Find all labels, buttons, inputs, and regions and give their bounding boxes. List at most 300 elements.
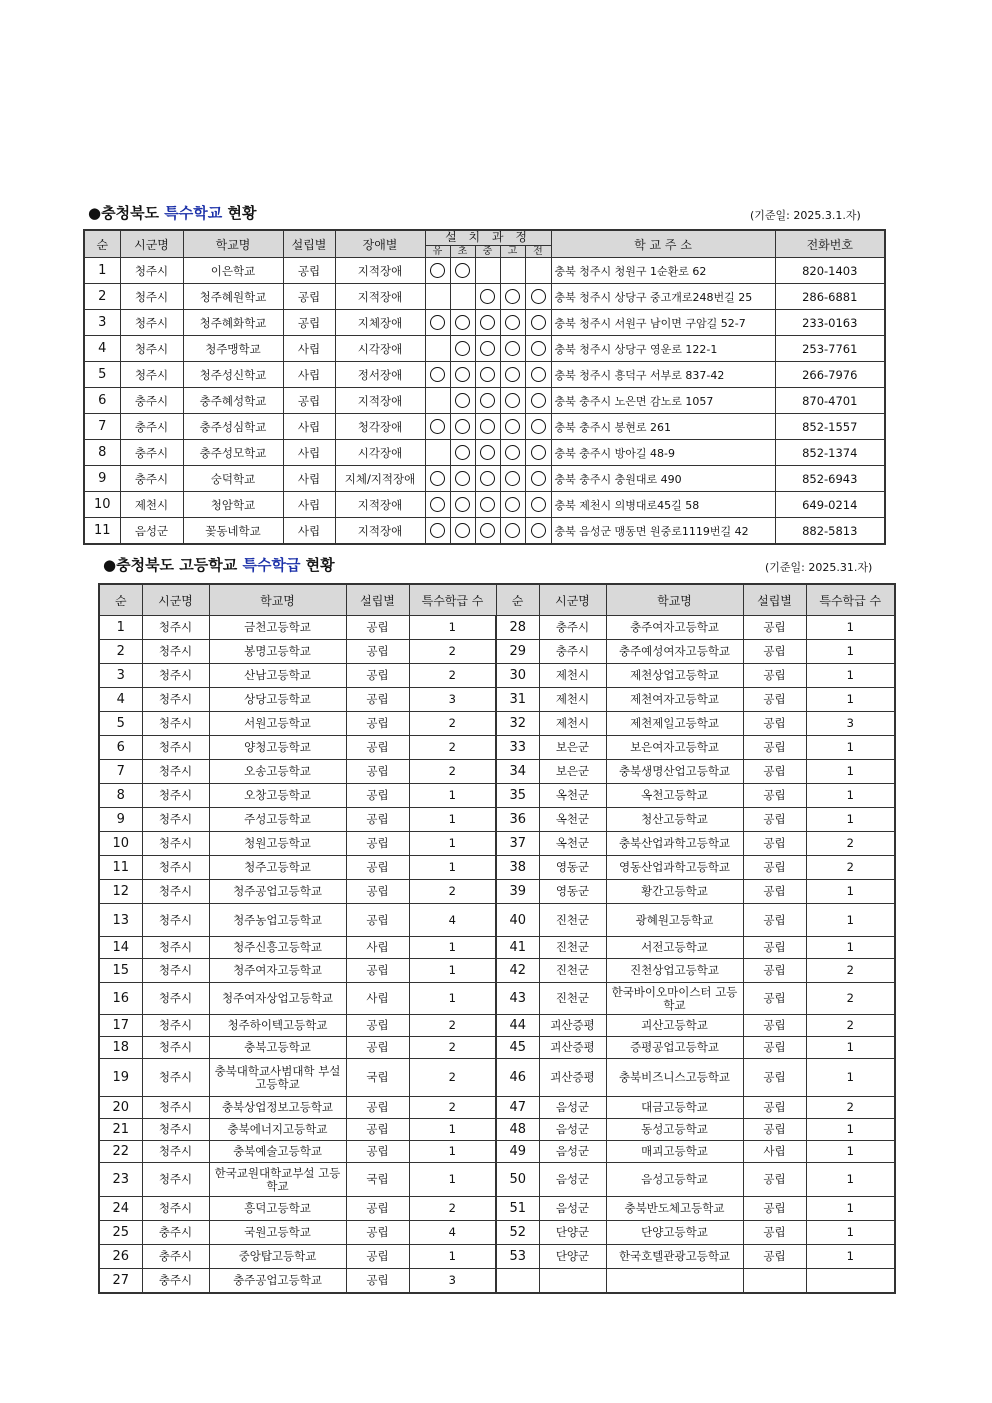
row-count: 1: [409, 616, 496, 640]
circle-mark-icon: [531, 471, 546, 486]
row-type: 사립: [283, 414, 335, 440]
row-city: 충주시: [120, 388, 183, 414]
row-no: 20: [99, 1097, 142, 1119]
row-level-3: [500, 492, 525, 518]
col-school: 학교명: [183, 230, 283, 258]
circle-mark-icon: [430, 497, 445, 512]
row-city: 청주시: [142, 1197, 209, 1221]
row-level-3: [500, 518, 525, 545]
row-count: 2: [409, 664, 496, 688]
table-row: [84, 310, 885, 336]
circle-mark-icon: [455, 341, 470, 356]
row-type-right: 공립: [743, 664, 806, 688]
row-school-right: 음성고등학교: [606, 1163, 743, 1197]
row-address: 충북 제천시 의병대로45길 58: [551, 492, 775, 518]
row-school: 꽃동네학교: [183, 518, 283, 545]
circle-mark-icon: [455, 471, 470, 486]
row-level-1: [450, 440, 475, 466]
row-count: 1: [409, 856, 496, 880]
row-level-3: [500, 362, 525, 388]
row-school-right: 충북반도체고등학교: [606, 1197, 743, 1221]
row-no: 19: [99, 1059, 142, 1097]
table-row: [84, 336, 885, 362]
row-school-right: 괴산고등학교: [606, 1015, 743, 1037]
circle-mark-icon: [455, 315, 470, 330]
circle-mark-icon: [505, 315, 520, 330]
row-city: 청주시: [142, 616, 209, 640]
row-type-right: 공립: [743, 760, 806, 784]
row-type: 공립: [346, 1221, 409, 1245]
special-schools-table: [83, 229, 886, 545]
row-city: 청주시: [142, 1037, 209, 1059]
row-no-right: 52: [496, 1221, 539, 1245]
row-city-right: 진천군: [539, 983, 606, 1015]
row-level-1: [450, 492, 475, 518]
row-level-0: [425, 284, 450, 310]
row-type: 공립: [346, 1097, 409, 1119]
row-level-0: [425, 518, 450, 545]
row-count-right: 1: [806, 664, 895, 688]
row-city: 청주시: [142, 959, 209, 983]
table-row: [84, 362, 885, 388]
row-no: 11: [99, 856, 142, 880]
row-school-right: 보은여자고등학교: [606, 736, 743, 760]
row-school-right: 충북비즈니스고등학교: [606, 1059, 743, 1097]
col-count: 특수학급 수: [409, 584, 496, 616]
row-city: 청주시: [120, 258, 183, 284]
special-classes-title: [103, 554, 335, 575]
row-no-right: 30: [496, 664, 539, 688]
row-no-right: 51: [496, 1197, 539, 1221]
row-school: 오창고등학교: [209, 784, 346, 808]
row-school-right: 충주여자고등학교: [606, 616, 743, 640]
row-no: 4: [99, 688, 142, 712]
row-school: 청원고등학교: [209, 832, 346, 856]
row-no-right: 40: [496, 904, 539, 937]
row-type-right: 공립: [743, 937, 806, 959]
table-row: [99, 937, 895, 959]
row-type: 공립: [283, 310, 335, 336]
row-school: 충주공업고등학교: [209, 1269, 346, 1293]
row-level-1: [450, 336, 475, 362]
row-city-right: 보은군: [539, 736, 606, 760]
col-type-right: 설립별: [743, 584, 806, 616]
table-row: [99, 1015, 895, 1037]
row-city-right: 음성군: [539, 1197, 606, 1221]
row-type: 국립: [346, 1059, 409, 1097]
row-level-1: [450, 388, 475, 414]
row-type: 사립: [283, 362, 335, 388]
row-type-right: 공립: [743, 616, 806, 640]
row-school: 청주여자고등학교: [209, 959, 346, 983]
row-phone: 253-7761: [775, 336, 885, 362]
row-city-right: [539, 1269, 606, 1293]
row-count: 2: [409, 736, 496, 760]
row-no: 3: [84, 310, 120, 336]
row-count-right: 2: [806, 1015, 895, 1037]
row-count: 2: [409, 880, 496, 904]
row-count: 1: [409, 959, 496, 983]
row-school: 산남고등학교: [209, 664, 346, 688]
row-city-right: 보은군: [539, 760, 606, 784]
row-city: 청주시: [142, 1097, 209, 1119]
row-address: 충북 충주시 봉현로 261: [551, 414, 775, 440]
row-no: 15: [99, 959, 142, 983]
table-row: [84, 492, 885, 518]
row-school: 청주공업고등학교: [209, 880, 346, 904]
col-phone: 전화번호: [775, 230, 885, 258]
circle-mark-icon: [430, 523, 445, 538]
row-count: 1: [409, 1163, 496, 1197]
row-address: 충북 청주시 흥덕구 서부로 837-42: [551, 362, 775, 388]
row-level-0: [425, 414, 450, 440]
row-type: 공립: [346, 736, 409, 760]
table-row: [99, 1221, 895, 1245]
circle-mark-icon: [430, 315, 445, 330]
row-no: 11: [84, 518, 120, 545]
row-disability: 지적장애: [335, 258, 425, 284]
row-city: 청주시: [142, 983, 209, 1015]
row-count-right: 2: [806, 856, 895, 880]
row-count-right: 1: [806, 1037, 895, 1059]
table-row: [84, 388, 885, 414]
row-count-right: 1: [806, 1059, 895, 1097]
row-level-4: [525, 414, 551, 440]
row-level-0: [425, 310, 450, 336]
row-school: 금천고등학교: [209, 616, 346, 640]
row-no: 14: [99, 937, 142, 959]
row-city: 청주시: [120, 362, 183, 388]
row-no-right: 47: [496, 1097, 539, 1119]
circle-mark-icon: [480, 393, 495, 408]
row-level-1: [450, 258, 475, 284]
row-school: 한국교원대학교부설 고등학교: [209, 1163, 346, 1197]
row-count: 4: [409, 1221, 496, 1245]
row-city: 청주시: [142, 688, 209, 712]
row-type-right: 공립: [743, 1245, 806, 1269]
table-row: [99, 1163, 895, 1197]
col-level-major: 전: [525, 245, 551, 257]
row-city-right: 옥천군: [539, 784, 606, 808]
row-type: 공립: [346, 1197, 409, 1221]
table-row: [99, 688, 895, 712]
row-level-4: [525, 518, 551, 545]
row-school-right: 매괴고등학교: [606, 1141, 743, 1163]
row-school-right: 제천상업고등학교: [606, 664, 743, 688]
row-address: 충북 음성군 맹동면 원중로1119번길 42: [551, 518, 775, 545]
row-no-right: 53: [496, 1245, 539, 1269]
row-school: 청암학교: [183, 492, 283, 518]
col-no: 순: [99, 584, 142, 616]
row-address: 충북 청주시 청원구 1순환로 62: [551, 258, 775, 284]
row-no-right: 48: [496, 1119, 539, 1141]
row-disability: 정서장애: [335, 362, 425, 388]
row-disability: 시각장애: [335, 336, 425, 362]
row-no-right: 32: [496, 712, 539, 736]
row-no: 1: [84, 258, 120, 284]
row-type: 공립: [346, 712, 409, 736]
row-city-right: 음성군: [539, 1119, 606, 1141]
row-level-3: [500, 284, 525, 310]
row-school-right: 옥천고등학교: [606, 784, 743, 808]
row-city: 충주시: [142, 1221, 209, 1245]
row-phone: 286-6881: [775, 284, 885, 310]
row-no: 17: [99, 1015, 142, 1037]
col-no-right: 순: [496, 584, 539, 616]
row-type: 공립: [346, 760, 409, 784]
row-no: 9: [99, 808, 142, 832]
row-type: 공립: [346, 664, 409, 688]
row-level-3: [500, 414, 525, 440]
circle-mark-icon: [531, 315, 546, 330]
row-count-right: 1: [806, 904, 895, 937]
row-type-right: 공립: [743, 808, 806, 832]
table-row: [99, 784, 895, 808]
row-phone: 649-0214: [775, 492, 885, 518]
row-school-right: 단양고등학교: [606, 1221, 743, 1245]
row-city-right: 충주시: [539, 640, 606, 664]
col-level-kindergarten: 유: [425, 245, 450, 257]
row-phone: 852-6943: [775, 466, 885, 492]
row-phone: 266-7976: [775, 362, 885, 388]
circle-mark-icon: [430, 263, 445, 278]
row-disability: 지적장애: [335, 518, 425, 545]
circle-mark-icon: [455, 419, 470, 434]
row-city-right: 옥천군: [539, 832, 606, 856]
row-no-right: 36: [496, 808, 539, 832]
row-no-right: 35: [496, 784, 539, 808]
row-type-right: 공립: [743, 736, 806, 760]
row-city: 음성군: [120, 518, 183, 545]
row-no: 6: [99, 736, 142, 760]
title-highlight: 특수학교: [164, 204, 223, 222]
row-no: 10: [84, 492, 120, 518]
row-disability: 청각장애: [335, 414, 425, 440]
row-address: 충북 청주시 서원구 남이면 구암길 52-7: [551, 310, 775, 336]
row-city-right: 단양군: [539, 1245, 606, 1269]
row-no: 26: [99, 1245, 142, 1269]
row-level-1: [450, 466, 475, 492]
row-no: 10: [99, 832, 142, 856]
row-count-right: 1: [806, 1119, 895, 1141]
row-type: 사립: [346, 937, 409, 959]
row-type: 공립: [346, 784, 409, 808]
row-phone: 233-0163: [775, 310, 885, 336]
row-count: 3: [409, 688, 496, 712]
row-disability: 지체장애: [335, 310, 425, 336]
row-count-right: 1: [806, 880, 895, 904]
row-school: 청주여자상업고등학교: [209, 983, 346, 1015]
row-city: 청주시: [142, 856, 209, 880]
row-no-right: 38: [496, 856, 539, 880]
circle-mark-icon: [455, 393, 470, 408]
row-level-1: [450, 310, 475, 336]
row-school: 청주고등학교: [209, 856, 346, 880]
row-level-0: [425, 336, 450, 362]
circle-mark-icon: [531, 393, 546, 408]
row-city: 충주시: [142, 1245, 209, 1269]
row-city-right: 괴산증평: [539, 1059, 606, 1097]
row-no: 8: [84, 440, 120, 466]
col-type: 설립별: [283, 230, 335, 258]
row-school-right: [606, 1269, 743, 1293]
table-row: [99, 1269, 895, 1293]
row-school: 서원고등학교: [209, 712, 346, 736]
row-no-right: 44: [496, 1015, 539, 1037]
circle-mark-icon: [531, 497, 546, 512]
row-level-3: [500, 310, 525, 336]
row-school-right: 영동산업과학고등학교: [606, 856, 743, 880]
row-school: 충북예술고등학교: [209, 1141, 346, 1163]
row-no: 6: [84, 388, 120, 414]
row-type: 공립: [346, 808, 409, 832]
row-count-right: 1: [806, 1141, 895, 1163]
row-level-0: [425, 466, 450, 492]
row-count-right: 1: [806, 808, 895, 832]
row-count: 2: [409, 1037, 496, 1059]
table-row: [99, 904, 895, 937]
row-school: 청주혜화학교: [183, 310, 283, 336]
row-type-right: 공립: [743, 1037, 806, 1059]
circle-mark-icon: [480, 315, 495, 330]
circle-mark-icon: [480, 445, 495, 460]
circle-mark-icon: [430, 367, 445, 382]
row-level-4: [525, 310, 551, 336]
row-school-right: 청산고등학교: [606, 808, 743, 832]
row-count: 2: [409, 712, 496, 736]
row-city: 충주시: [120, 466, 183, 492]
row-city: 제천시: [120, 492, 183, 518]
row-type-right: 공립: [743, 1197, 806, 1221]
row-type: 공립: [346, 1269, 409, 1293]
row-phone: 882-5813: [775, 518, 885, 545]
row-level-1: [450, 362, 475, 388]
row-type-right: 공립: [743, 784, 806, 808]
row-school: 청주맹학교: [183, 336, 283, 362]
row-level-2: [475, 518, 500, 545]
row-type: 사립: [283, 492, 335, 518]
circle-mark-icon: [505, 445, 520, 460]
row-type-right: 공립: [743, 688, 806, 712]
row-city: 청주시: [142, 736, 209, 760]
row-school-right: 동성고등학교: [606, 1119, 743, 1141]
row-school: 봉명고등학교: [209, 640, 346, 664]
row-type-right: 공립: [743, 1097, 806, 1119]
row-count: 1: [409, 937, 496, 959]
row-type-right: 공립: [743, 856, 806, 880]
row-type: 사립: [283, 440, 335, 466]
row-level-1: [450, 284, 475, 310]
circle-mark-icon: [531, 289, 546, 304]
table-row: [84, 258, 885, 284]
row-count: 2: [409, 1197, 496, 1221]
row-school: 충북대학교사범대학 부설고등학교: [209, 1059, 346, 1097]
row-type: 사립: [283, 336, 335, 362]
row-no: 8: [99, 784, 142, 808]
col-city: 시군명: [142, 584, 209, 616]
row-school-right: 제천여자고등학교: [606, 688, 743, 712]
row-level-0: [425, 388, 450, 414]
row-no: 16: [99, 983, 142, 1015]
circle-mark-icon: [480, 497, 495, 512]
row-level-4: [525, 466, 551, 492]
row-city: 청주시: [142, 1015, 209, 1037]
row-type-right: 공립: [743, 1119, 806, 1141]
row-school: 숭덕학교: [183, 466, 283, 492]
row-city: 청주시: [142, 1141, 209, 1163]
row-level-3: [500, 336, 525, 362]
row-no: 25: [99, 1221, 142, 1245]
circle-mark-icon: [455, 367, 470, 382]
circle-mark-icon: [455, 523, 470, 538]
col-disability: 장애별: [335, 230, 425, 258]
row-school-right: 증평공업고등학교: [606, 1037, 743, 1059]
row-disability: 지적장애: [335, 388, 425, 414]
row-count-right: 1: [806, 688, 895, 712]
row-level-0: [425, 258, 450, 284]
row-level-2: [475, 310, 500, 336]
circle-mark-icon: [531, 419, 546, 434]
row-city: 청주시: [120, 284, 183, 310]
row-no: 13: [99, 904, 142, 937]
row-level-2: [475, 466, 500, 492]
row-school-right: 광혜원고등학교: [606, 904, 743, 937]
title-prefix: ●충청북도 고등학교: [103, 556, 243, 574]
circle-mark-icon: [505, 419, 520, 434]
row-school: 국원고등학교: [209, 1221, 346, 1245]
row-school: 중앙탑고등학교: [209, 1245, 346, 1269]
row-count: 4: [409, 904, 496, 937]
row-type: 공립: [346, 1015, 409, 1037]
row-disability: 지적장애: [335, 492, 425, 518]
row-address: 충북 청주시 상당구 영운로 122-1: [551, 336, 775, 362]
col-level-middle: 중: [475, 245, 500, 257]
row-school: 오송고등학교: [209, 760, 346, 784]
row-level-4: [525, 258, 551, 284]
special-schools-basis-date: (기준일: 2025.3.1.자): [750, 209, 861, 222]
table-row: [99, 808, 895, 832]
row-city-right: 음성군: [539, 1097, 606, 1119]
row-count-right: 2: [806, 832, 895, 856]
table-row: [99, 1037, 895, 1059]
row-school: 청주신흥고등학교: [209, 937, 346, 959]
table-row: [99, 983, 895, 1015]
row-city: 청주시: [142, 937, 209, 959]
row-type-right: [743, 1269, 806, 1293]
row-city-right: 진천군: [539, 937, 606, 959]
row-no-right: 45: [496, 1037, 539, 1059]
row-disability: 지적장애: [335, 284, 425, 310]
row-no-right: 39: [496, 880, 539, 904]
row-no: 24: [99, 1197, 142, 1221]
row-school: 흥덕고등학교: [209, 1197, 346, 1221]
row-type: 사립: [283, 466, 335, 492]
row-count: 1: [409, 1141, 496, 1163]
row-type: 공립: [346, 959, 409, 983]
row-level-0: [425, 492, 450, 518]
row-level-2: [475, 492, 500, 518]
row-city-right: 괴산증평: [539, 1037, 606, 1059]
row-city: 청주시: [142, 832, 209, 856]
row-type: 국립: [346, 1163, 409, 1197]
col-count-right: 특수학급 수: [806, 584, 895, 616]
row-no: 12: [99, 880, 142, 904]
row-no: 7: [99, 760, 142, 784]
row-no-right: 46: [496, 1059, 539, 1097]
row-type: 공립: [346, 1037, 409, 1059]
table-row: [99, 832, 895, 856]
table-row: [99, 1197, 895, 1221]
